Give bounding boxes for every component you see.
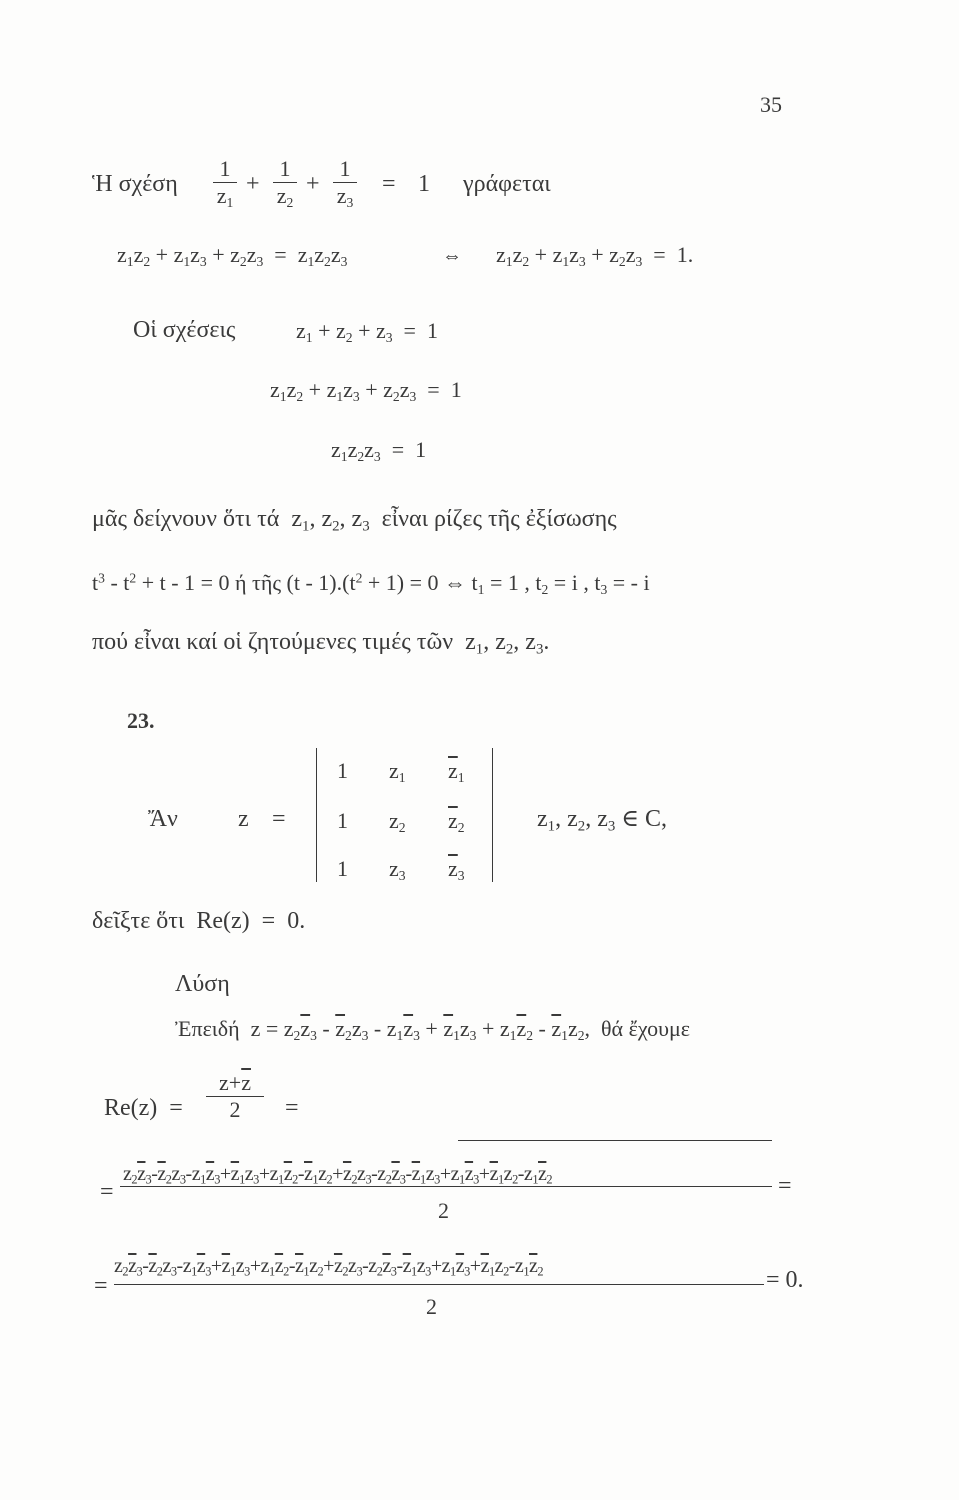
det-cell-3-2: $z_3$ [389,856,406,884]
det-cell-2-3: $\overline{z}_2$ [448,808,465,836]
fraction-bar-1 [120,1186,772,1187]
determinant-right-bar [492,748,493,882]
det-cell-2-2: $z_2$ [389,808,406,836]
fraction-1-over-z3: 1 $z_3$ [333,156,357,209]
expanded-numerator-2: $z_2\overline{z}_3-\overline{z}_2z_3-z_1\overline{z}_3+\overline{z}_1z_3+z_1\overline{z}_2-\overline{z}_1z_2+\overline{z}_2z_3-z_2\overline{z}_3-\overline{z}_1z_3+z_1\overline{z}_3+\overline{z}_1z_2-z_1\overline{z}_2$ [114,1255,544,1279]
result-zero: = 0. [766,1267,804,1293]
relation-pairs: $z_1z_2 + z_1z_3 + z_2z_3 = 1$ [270,377,462,405]
equation-line-2: $z_1z_2 + z_1z_3 + z_2z_3 = z_1z_2z_3$ [117,242,348,270]
denominator-2: 2 [426,1294,437,1319]
fraction-1-over-z1: 1 $z_1$ [213,156,237,209]
grafetai-word: γράφεται [463,171,551,197]
wanted-values: πού εἶναι καί οἱ ζητούμενες τιμές τῶν $z_1$, $z_2$, $z_3$. [92,629,550,658]
det-cell-3-3: $\overline{z}_3$ [448,856,465,884]
det-cell-1-2: $z_1$ [389,758,406,786]
show-statement: δεῖξτε ὅτι Re(z) = 0. [92,908,306,934]
expanded-numerator-1: $z_2\overline{z}_3-\overline{z}_2z_3-z_1\overline{z}_3+\overline{z}_1z_3+z_1\overline{z}_2-\overline{z}_1z_2+\overline{z}_2z_3-z_2\overline{z}_3-\overline{z}_1z_3+z_1\overline{z}_3+\overline{z}_1z_2-z_1\overline{z}_2$ [123,1163,553,1187]
solution-title: Λύση [175,971,230,997]
det-cell-1-1: 1 [337,758,348,783]
relations-label: Οἱ σχέσεις [133,317,236,343]
conjugate-overbar [458,1140,772,1141]
denominator-1: 2 [438,1198,449,1223]
rez-label: Re(z) = [104,1095,183,1121]
equation-line-2b: $z_1z_2 + z_1z_3 + z_2z_3 = 1$. [496,242,694,270]
fraction-bar-2 [114,1284,764,1285]
det-cell-1-3: $\overline{z}_1$ [448,758,465,786]
determinant-left-bar [316,748,317,882]
fraction-1-over-z2: 1 $z_2$ [273,156,297,209]
an-word: Ἄν [148,806,178,832]
domain-statement: $z_1$, $z_2$, $z_3$ ∈ C, [537,806,668,835]
implies-symbol: ⇔ [442,245,462,267]
rez-fraction: $z+\overline{z}$ 2 [206,1070,264,1123]
relation-product: $z_1z_2z_3 = 1$ [331,437,427,465]
roots-statement: μᾶς δείχνουν ὅτι τά $z_1$, $z_2$, $z_3$ εἶναι ρίζες τῆς ἐξίσωσης [92,506,617,535]
page-number: 35 [760,92,782,117]
det-cell-3-1: 1 [337,856,348,881]
det-cell-2-1: 1 [337,808,348,833]
problem-number: 23. [127,708,155,733]
relation-intro: Ἡ σχέση [92,171,178,197]
cubic-equation: $t^3 - t^2 + t - 1 = 0$ ή τῆς $(t - 1).(t^2 + 1) = 0$ ⇔ $t_1 = 1$ , $t_2 = i$ , $t_3$ = - i [92,570,650,598]
solution-z-expression: Ἐπειδή $z = z_2\overline{z}_3 - \overline{z}_2z_3 - z_1\overline{z}_3 + \overline{z}_1z_3 + z_1\overline{z}_2 - \overline{z}_1z_2$, θά ἔχουμε [175,1016,691,1044]
relation-sum: $z_1 + z_2 + z_3 = 1$ [296,318,438,346]
